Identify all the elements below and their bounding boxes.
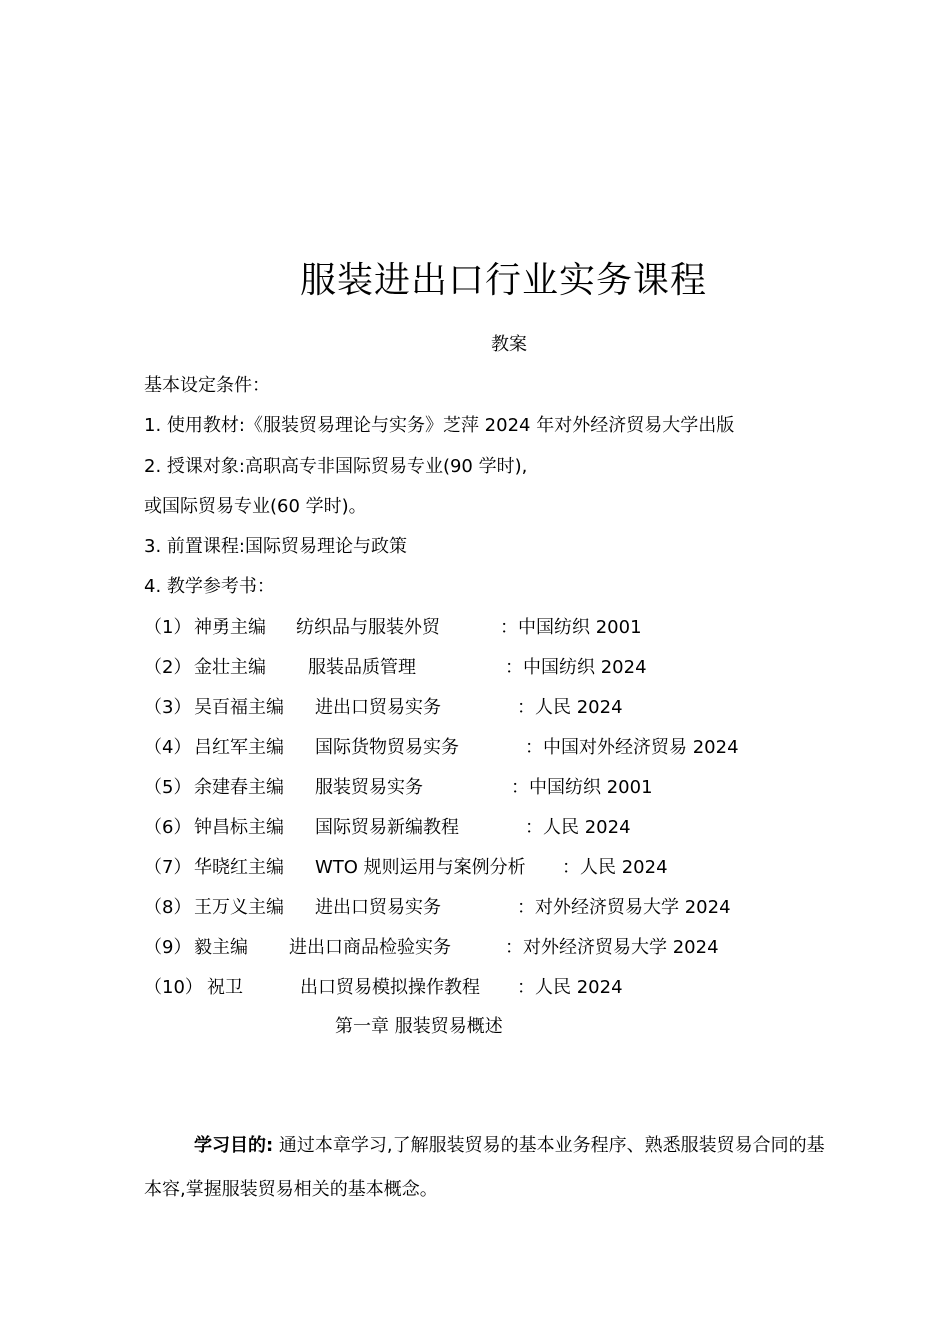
ref-publisher: ：对外经济贸易大学 2024	[517, 897, 731, 918]
ref-book: 纺织品与服装外贸	[296, 617, 440, 638]
ref-book: WTO 规则运用与案例分析	[315, 857, 526, 878]
item-audience-cont: 或国际贸易专业(60 学时)。	[144, 496, 367, 517]
item-prerequisite: 3. 前置课程:国际贸易理论与政策	[144, 536, 407, 557]
ref-publisher: ：人民 2024	[517, 977, 623, 998]
objective-label: 学习目的:	[194, 1135, 274, 1156]
ref-author: 余建春主编	[194, 777, 284, 798]
ref-book: 进出口商品检验实务	[289, 937, 451, 958]
document-title: 服装进出口行业实务课程	[300, 260, 708, 301]
ref-number: （7）	[144, 857, 192, 878]
ref-book: 国际货物贸易实务	[315, 737, 459, 758]
ref-book: 服装品质管理	[308, 657, 416, 678]
ref-publisher: ：中国纺织 2001	[500, 617, 642, 638]
ref-publisher: ：中国纺织 2024	[505, 657, 647, 678]
ref-publisher: ：人民 2024	[525, 817, 631, 838]
ref-author: 钟昌标主编	[194, 817, 284, 838]
item-audience: 2. 授课对象:高职高专非国际贸易专业(90 学时),	[144, 456, 528, 477]
ref-book: 出口贸易模拟操作教程	[300, 977, 480, 998]
ref-publisher: ：中国纺织 2001	[511, 777, 653, 798]
ref-author: 华晓红主编	[194, 857, 284, 878]
item-references-heading: 4. 教学参考书：	[144, 576, 275, 597]
ref-author: 金壮主编	[194, 657, 266, 678]
ref-author: 毅主编	[194, 937, 248, 958]
ref-number: （10）	[144, 977, 203, 998]
ref-publisher: ：人民 2024	[562, 857, 668, 878]
ref-author: 吴百福主编	[194, 697, 284, 718]
ref-publisher: ：人民 2024	[517, 697, 623, 718]
item-textbook: 1. 使用教材:《服装贸易理论与实务》芝萍 2024 年对外经济贸易大学出版	[144, 415, 735, 436]
ref-author: 吕红军主编	[194, 737, 284, 758]
ref-number: （5）	[144, 777, 192, 798]
ref-number: （1）	[144, 617, 192, 638]
ref-author: 祝卫	[207, 977, 243, 998]
ref-book: 进出口贸易实务	[315, 897, 441, 918]
document-subtitle: 教案	[491, 334, 527, 355]
ref-number: （4）	[144, 737, 192, 758]
ref-book: 服装贸易实务	[315, 777, 423, 798]
ref-number: （9）	[144, 937, 192, 958]
ref-number: （8）	[144, 897, 192, 918]
ref-book: 进出口贸易实务	[315, 697, 441, 718]
ref-publisher: ：对外经济贸易大学 2024	[505, 937, 719, 958]
objective-text-line2: 本容,掌握服装贸易相关的基本概念。	[144, 1179, 438, 1200]
ref-book: 国际贸易新编教程	[315, 817, 459, 838]
chapter-heading: 第一章 服装贸易概述	[335, 1016, 503, 1037]
ref-number: （6）	[144, 817, 192, 838]
ref-author: 王万义主编	[194, 897, 284, 918]
ref-publisher: ：中国对外经济贸易 2024	[525, 737, 739, 758]
ref-number: （2）	[144, 657, 192, 678]
objective-text-line1: 通过本章学习,了解服装贸易的基本业务程序、熟悉服装贸易合同的基	[273, 1135, 825, 1156]
conditions-heading: 基本设定条件：	[144, 375, 270, 396]
objective-paragraph	[194, 1131, 825, 1157]
ref-number: （3）	[144, 697, 192, 718]
ref-author: 神勇主编	[194, 617, 266, 638]
